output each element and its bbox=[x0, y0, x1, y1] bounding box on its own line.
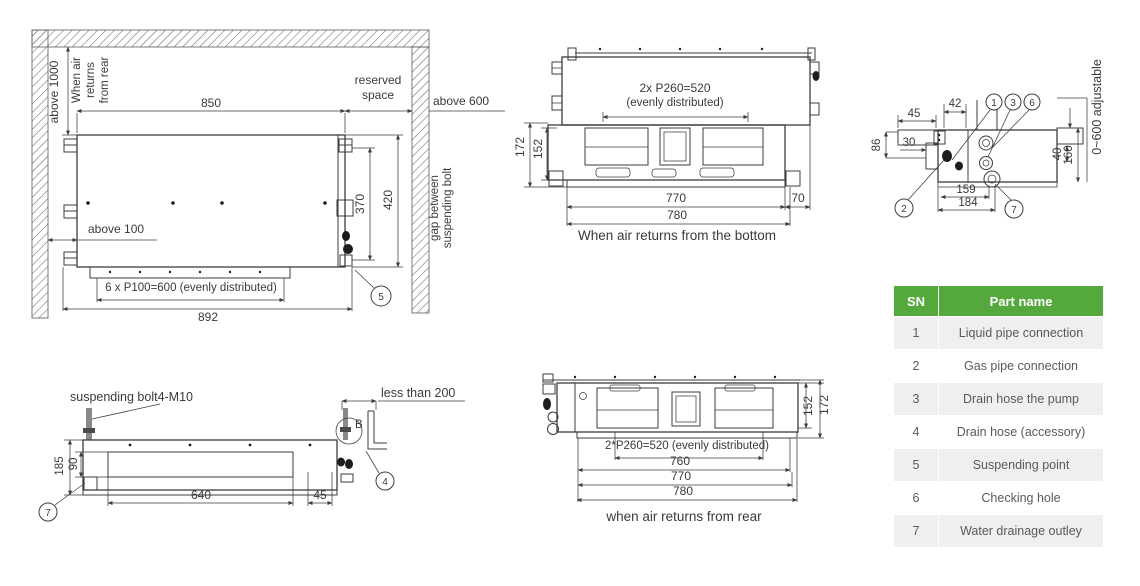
reserved-space-label: reserved bbox=[354, 73, 402, 87]
dim-892-label: 892 bbox=[197, 310, 219, 324]
unit-side-body bbox=[938, 130, 1057, 182]
pitch-note-2p260: 2*P260=520 (evenly distributed) bbox=[605, 440, 769, 452]
table-row bbox=[894, 383, 1104, 416]
part-name: Drain hose the pump bbox=[939, 383, 1104, 416]
dim-45-label: 45 bbox=[907, 108, 921, 120]
pitch-note-2xp260: 2x P260=520 bbox=[639, 81, 711, 95]
less-than-200-label: less than 200 bbox=[381, 386, 456, 400]
table-row bbox=[894, 416, 1104, 449]
dim-780-label: 780 bbox=[672, 484, 694, 498]
gap-note: suspending bolt bbox=[442, 167, 454, 249]
view-caption-rear-return: when air returns from rear bbox=[606, 509, 762, 524]
pitch-note-6xp100: 6 x P100=600 (evenly distributed) bbox=[105, 282, 277, 294]
air-return-note: from rear bbox=[99, 56, 111, 104]
dim-90-label: 90 bbox=[68, 457, 80, 471]
part-sn: 1 bbox=[894, 317, 939, 350]
part-sn: 2 bbox=[894, 350, 939, 383]
air-return-note: returns bbox=[85, 62, 97, 98]
suspending-bolt bbox=[343, 408, 348, 440]
bottom-flange bbox=[567, 180, 785, 187]
part-sn: 5 bbox=[894, 449, 939, 482]
hanger-brackets bbox=[64, 139, 353, 266]
dim-640-label: 640 bbox=[190, 488, 212, 502]
dim-185-label: 185 bbox=[54, 456, 66, 476]
dim-40-label: 40 bbox=[1052, 147, 1064, 161]
dim-370-label: 370 bbox=[353, 193, 367, 215]
wall-left bbox=[32, 30, 48, 318]
dim-159-label: 159 bbox=[956, 184, 976, 196]
dim-184-label: 184 bbox=[958, 197, 978, 209]
dim-420-label: 420 bbox=[381, 189, 395, 211]
part-sn: 6 bbox=[894, 482, 939, 515]
suspending-bolt-label: suspending bolt4-M10 bbox=[70, 390, 193, 404]
dim-770-label: 770 bbox=[665, 191, 687, 205]
dim-70-label: 70 bbox=[791, 191, 805, 205]
table-row bbox=[894, 317, 1104, 350]
pipe-connector bbox=[343, 244, 353, 254]
detail-b-label: B bbox=[355, 419, 363, 431]
table-row bbox=[894, 482, 1104, 515]
unit-lower-body bbox=[548, 125, 785, 180]
suspension-side-view bbox=[39, 386, 465, 521]
table-header-sn: SN bbox=[894, 286, 939, 317]
dim-850-label: 850 bbox=[200, 96, 222, 110]
pipe-side-detail-view bbox=[871, 59, 1104, 218]
parts-table bbox=[893, 285, 1104, 548]
part-name: Gas pipe connection bbox=[939, 350, 1104, 383]
unit-body-rear-view bbox=[557, 383, 798, 432]
svg-text:1: 1 bbox=[991, 98, 997, 109]
part-sn: 7 bbox=[894, 515, 939, 548]
right-duct-flange bbox=[1057, 128, 1083, 144]
checking-hole bbox=[979, 136, 993, 150]
dim-42-label: 42 bbox=[948, 98, 962, 110]
parts-table-header-row bbox=[894, 286, 1104, 317]
dim-760-label: 760 bbox=[669, 454, 691, 468]
pipe-connector bbox=[342, 231, 350, 241]
dim-160-label: 160 bbox=[1063, 145, 1075, 165]
svg-text:2: 2 bbox=[901, 204, 907, 215]
above-600-label: above 600 bbox=[433, 94, 490, 108]
dim-152-label: 152 bbox=[531, 138, 545, 160]
dim-172-label: 172 bbox=[817, 394, 831, 416]
svg-text:6: 6 bbox=[1029, 98, 1035, 109]
dim-770-label: 770 bbox=[670, 469, 692, 483]
dim-30-label: 30 bbox=[902, 137, 916, 149]
dim-172-label: 172 bbox=[513, 136, 527, 158]
dim-152-label: 152 bbox=[801, 395, 815, 417]
air-return-note: When air bbox=[71, 56, 83, 104]
part-sn: 4 bbox=[894, 416, 939, 449]
suspending-bolt bbox=[86, 408, 92, 440]
unit-side-body bbox=[83, 440, 337, 490]
gap-note: gap between bbox=[429, 175, 441, 241]
above-1000-label: above 1000 bbox=[47, 60, 61, 124]
part-name: Water drainage outley bbox=[939, 515, 1104, 548]
table-header-part-name: Part name bbox=[939, 286, 1104, 317]
svg-text:7: 7 bbox=[1011, 205, 1017, 216]
bottom-air-return-view bbox=[513, 48, 820, 243]
svg-text:4: 4 bbox=[382, 477, 388, 488]
reserved-space-label: space bbox=[361, 88, 395, 102]
drain-outlet-box bbox=[84, 477, 97, 490]
wall-right bbox=[412, 47, 429, 313]
table-row bbox=[894, 449, 1104, 482]
adjustable-note: 0~600 adjustable bbox=[1090, 59, 1104, 155]
water-drainage-outlet bbox=[984, 171, 1000, 187]
rear-air-return-view bbox=[543, 374, 831, 524]
liquid-pipe-connector bbox=[955, 162, 963, 171]
svg-text:3: 3 bbox=[1010, 98, 1016, 109]
unit-body-top-view bbox=[77, 135, 345, 267]
dim-45-label: 45 bbox=[313, 488, 327, 502]
bottom-flange bbox=[577, 432, 797, 438]
part-name: Suspending point bbox=[939, 449, 1104, 482]
table-row bbox=[894, 515, 1104, 548]
top-view bbox=[32, 30, 505, 324]
part-name: Checking hole bbox=[939, 482, 1104, 515]
part-name: Drain hose (accessory) bbox=[939, 416, 1104, 449]
dim-780-label: 780 bbox=[666, 208, 688, 222]
table-row bbox=[894, 350, 1104, 383]
wall-top bbox=[32, 30, 429, 47]
dim-86-label: 86 bbox=[871, 138, 883, 152]
pitch-note-evenly: (evenly distributed) bbox=[626, 97, 724, 109]
view-caption-bottom-return: When air returns from the bottom bbox=[577, 228, 777, 243]
svg-text:5: 5 bbox=[378, 292, 384, 303]
svg-text:7: 7 bbox=[45, 508, 51, 519]
above-100-label: above 100 bbox=[88, 222, 145, 236]
drain-hose-pump bbox=[980, 157, 993, 170]
part-name: Liquid pipe connection bbox=[939, 317, 1104, 350]
part-sn: 3 bbox=[894, 383, 939, 416]
